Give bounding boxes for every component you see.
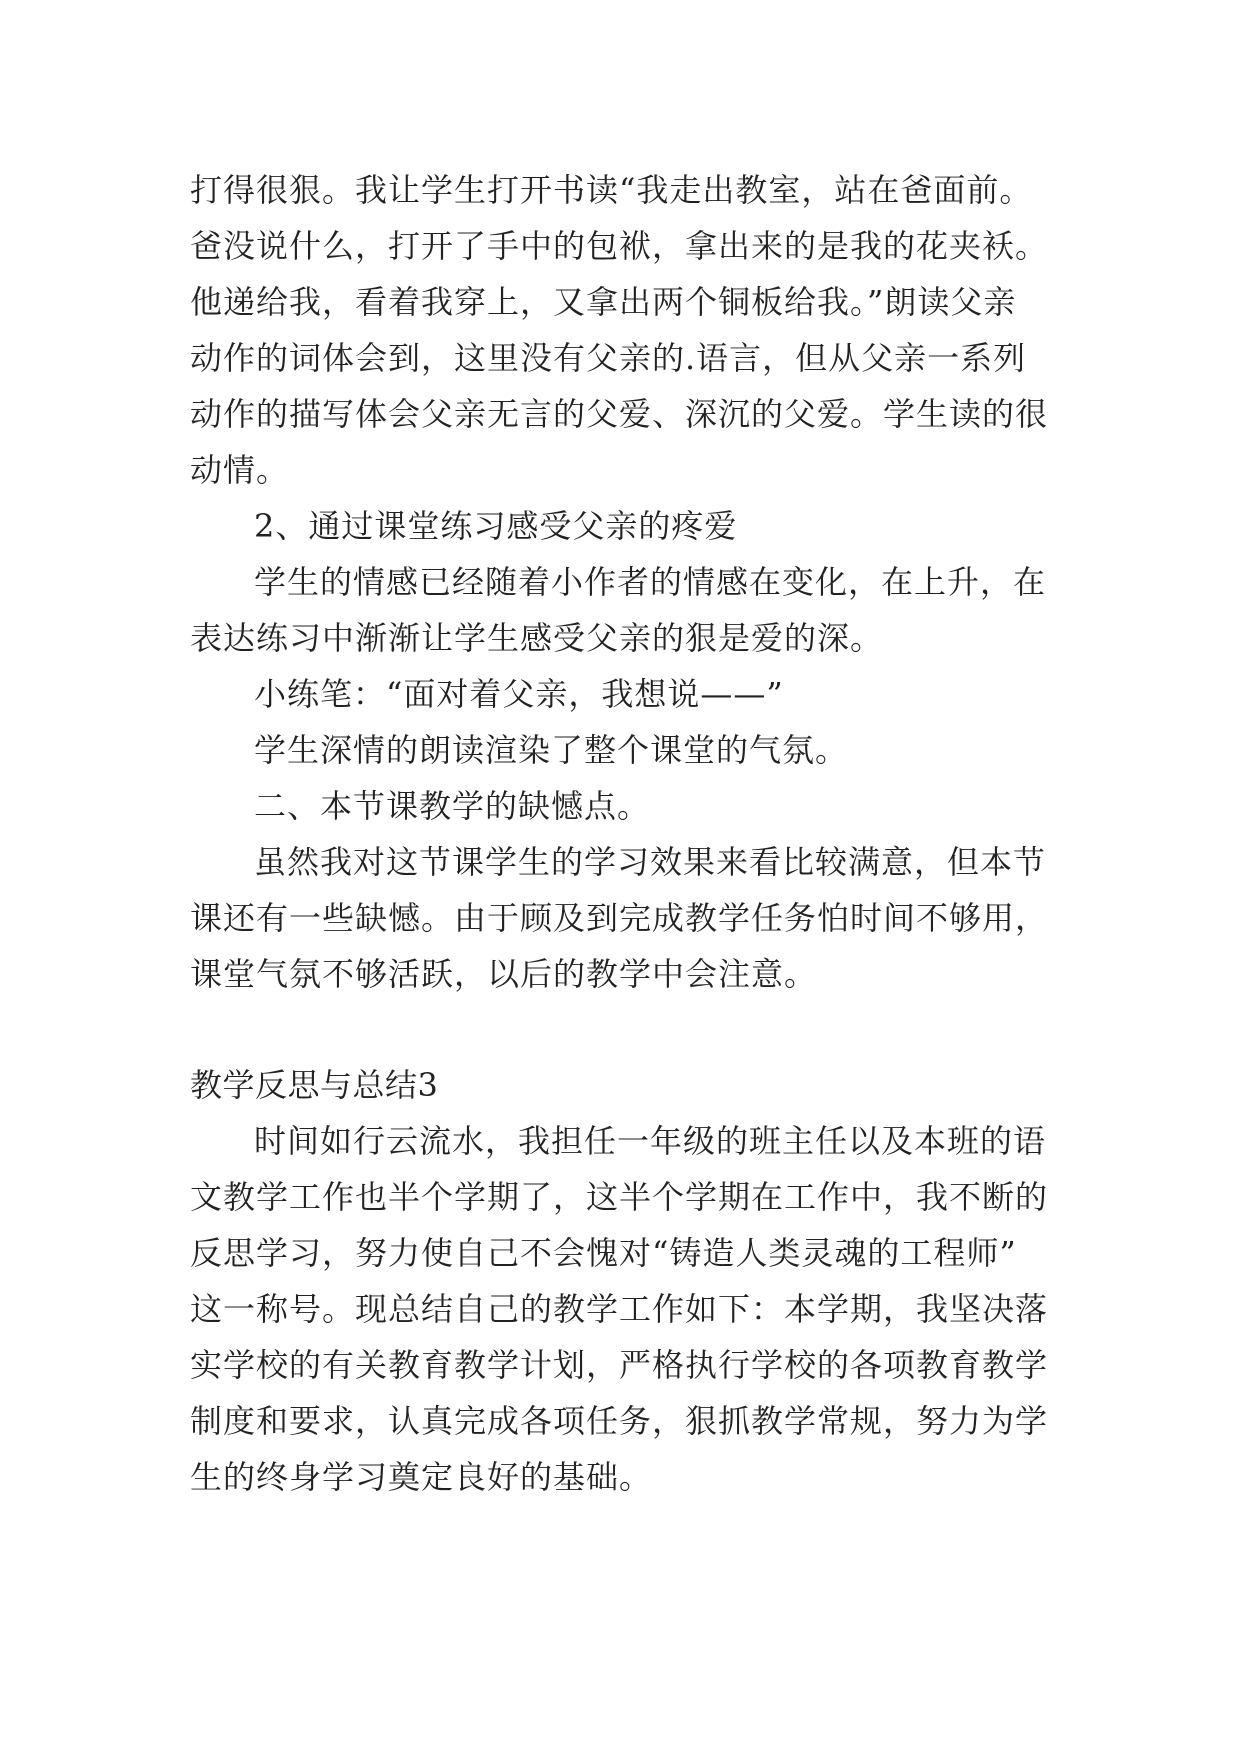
paragraph-line: 文教学工作也半个学期了，这半个学期在工作中，我不断的 [190, 1178, 1049, 1216]
paragraph-line: 表达练习中渐渐让学生感受父亲的狠是爱的深。 [190, 619, 884, 657]
subheading-point-2: 2、通过课堂练习感受父亲的疼爱 [254, 507, 738, 545]
paragraph-line: 学生的情感已经随着小作者的情感在变化，在上升，在 [254, 563, 1047, 601]
paragraph-line: 课堂气氛不够活跃，以后的教学中会注意。 [190, 955, 818, 993]
paragraph-line: 他递给我，看着我穿上，又拿出两个铜板给我。”朗读父亲 [190, 283, 1017, 321]
paragraph-line: 制度和要求，认真完成各项任务，狠抓教学常规，努力为学 [190, 1402, 1049, 1440]
paragraph-line: 动作的词体会到，这里没有父亲的.语言，但从父亲一系列 [190, 339, 1027, 377]
paragraph-line: 学生深情的朗读渲染了整个课堂的气氛。 [254, 731, 849, 769]
paragraph-line: 动作的描写体会父亲无言的父爱、深沉的父爱。学生读的很 [190, 395, 1049, 433]
exercise-line: 小练笔：“面对着父亲，我想说——” [254, 675, 784, 713]
article-title: 教学反思与总结3 [190, 1066, 439, 1104]
paragraph-line: 反思学习，努力使自己不会愧对“铸造人类灵魂的工程师” [190, 1234, 1017, 1272]
paragraph-line: 生的终身学习奠定良好的基础。 [190, 1458, 653, 1496]
section-heading: 二、本节课教学的缺憾点。 [254, 787, 651, 825]
paragraph-line: 打得很狠。我让学生打开书读“我走出教室，站在爸面前。 [190, 171, 1033, 209]
paragraph-line: 动情。 [190, 451, 290, 489]
paragraph-line: 虽然我对这节课学生的学习效果来看比较满意，但本节 [254, 843, 1047, 881]
paragraph-line: 实学校的有关教育教学计划，严格执行学校的各项教育教学 [190, 1346, 1049, 1384]
paragraph-line: 时间如行云流水，我担任一年级的班主任以及本班的语 [254, 1122, 1047, 1160]
paragraph-line: 课还有一些缺憾。由于顾及到完成教学任务怕时间不够用， [190, 899, 1049, 937]
paragraph-line: 爸没说什么，打开了手中的包袱，拿出来的是我的花夹袄。 [190, 227, 1049, 265]
paragraph-line: 这一称号。现总结自己的教学工作如下：本学期，我坚决落 [190, 1290, 1049, 1328]
